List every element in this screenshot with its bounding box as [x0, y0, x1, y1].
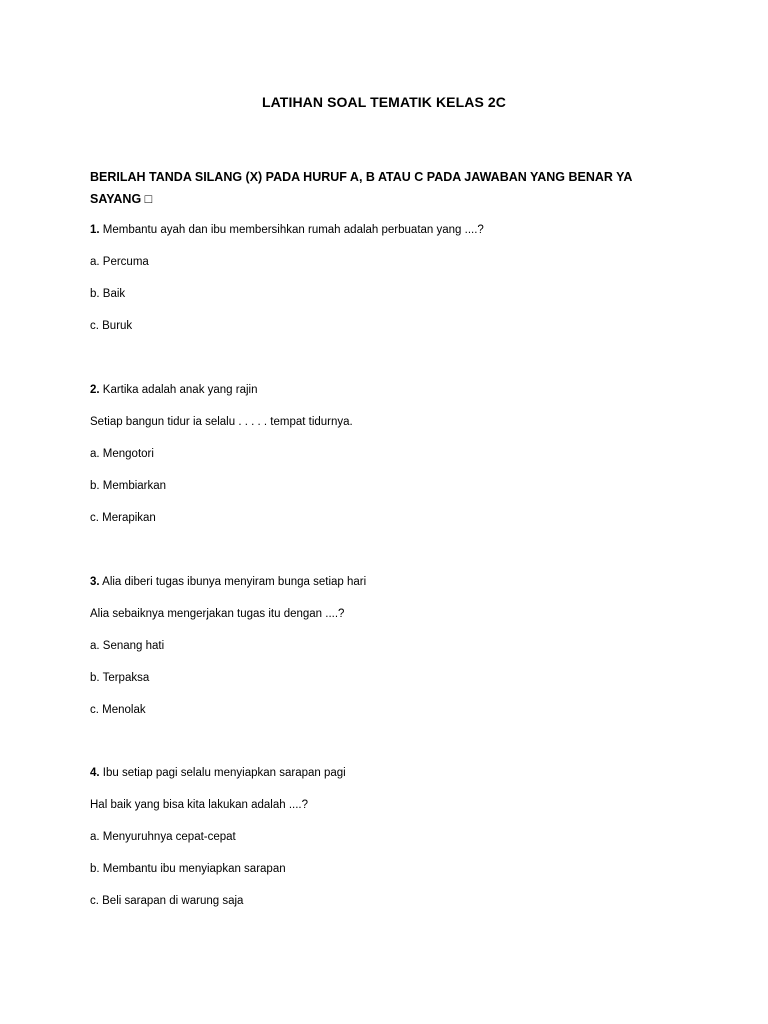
- question-text: Ibu setiap pagi selalu menyiapkan sarapan pagi: [99, 767, 346, 779]
- option-c: c. Merapikan: [90, 512, 156, 524]
- option-b: b. Membiarkan: [90, 480, 167, 492]
- question-number: 4.: [90, 767, 100, 779]
- option-b: b. Membantu ibu menyiapkan sarapan: [90, 863, 286, 875]
- question-number: 3.: [90, 576, 100, 588]
- question-3: [90, 574, 366, 590]
- question-4: [90, 765, 346, 781]
- question-subtext: Alia sebaiknya mengerjakan tugas itu dengan ....?: [90, 608, 345, 620]
- question-text: Alia diberi tugas ibunya menyiram bunga setiap hari: [99, 576, 367, 588]
- option-c: c. Buruk: [90, 320, 133, 332]
- instruction-text: BERILAH TANDA SILANG (X) PADA HURUF A, B ATAU C PADA JAWABAN YANG BENAR YA SAYANG □: [90, 170, 632, 206]
- question-number: 2.: [90, 384, 100, 396]
- question-subtext: Setiap bangun tidur ia selalu . . . . . tempat tidurnya.: [90, 416, 353, 428]
- question-1: [90, 222, 484, 238]
- page-title: LATIHAN SOAL TEMATIK KELAS 2C: [261, 94, 506, 110]
- question-subtext: Hal baik yang bisa kita lakukan adalah ....?: [90, 799, 308, 811]
- question-number: 1.: [90, 224, 100, 236]
- question-text: Membantu ayah dan ibu membersihkan rumah adalah perbuatan yang ....?: [99, 224, 484, 236]
- option-a: a. Senang hati: [90, 640, 165, 652]
- question-2: [90, 382, 258, 398]
- option-a: a. Menyuruhnya cepat-cepat: [90, 831, 236, 843]
- option-a: a. Mengotori: [90, 448, 154, 460]
- option-b: b. Baik: [90, 288, 126, 300]
- option-b: b. Terpaksa: [90, 672, 150, 684]
- option-a: a. Percuma: [90, 256, 149, 268]
- question-text: Kartika adalah anak yang rajin: [99, 384, 258, 396]
- option-c: c. Menolak: [90, 704, 146, 716]
- option-c: c. Beli sarapan di warung saja: [90, 895, 244, 907]
